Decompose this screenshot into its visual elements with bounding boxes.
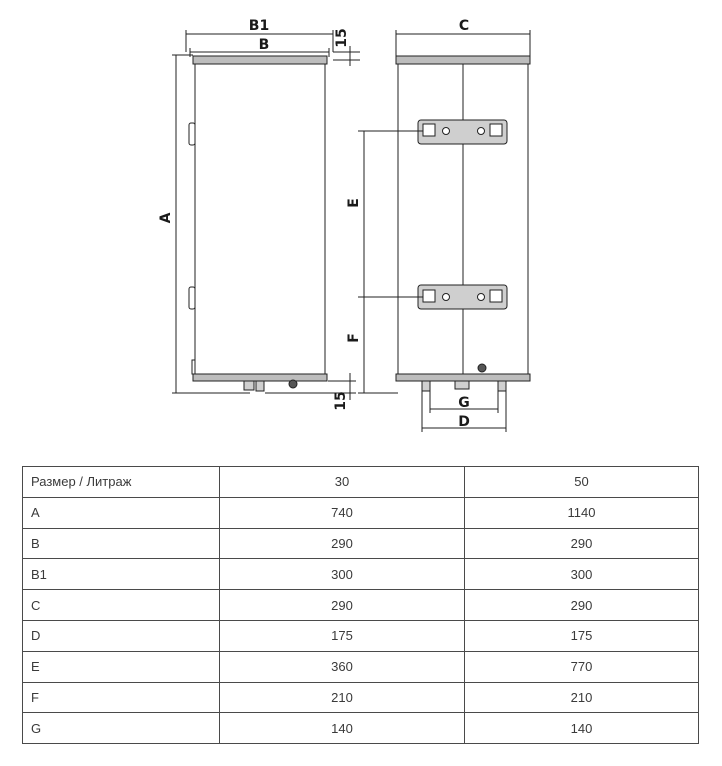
dimensions-table <box>22 466 699 744</box>
front-view <box>358 30 530 432</box>
table-cell: A <box>23 497 220 528</box>
lower-bracket-hole-left <box>443 294 450 301</box>
table-row <box>23 620 699 651</box>
table-header-row <box>23 467 699 498</box>
table-cell: 210 <box>465 682 699 713</box>
table-cell: B <box>23 528 220 559</box>
label-b1: B1 <box>248 18 270 34</box>
label-bottom-gap: 15 <box>333 391 349 411</box>
label-g: G <box>458 395 470 411</box>
table-cell: 360 <box>220 651 465 682</box>
side-view-pipe-right <box>256 381 264 391</box>
table-row <box>23 713 699 744</box>
table-row <box>23 559 699 590</box>
upper-bracket-slot-left <box>423 124 435 136</box>
table-row <box>23 682 699 713</box>
upper-bracket-hole-left <box>443 128 450 135</box>
table-header-cell: 50 <box>465 467 699 498</box>
table-cell: 290 <box>220 590 465 621</box>
lower-bracket-slot-right <box>490 290 502 302</box>
upper-bracket-slot-right <box>490 124 502 136</box>
table-cell: 290 <box>465 528 699 559</box>
table-cell: E <box>23 651 220 682</box>
table-cell: 140 <box>465 713 699 744</box>
side-view-body <box>195 57 325 380</box>
table-cell: 300 <box>220 559 465 590</box>
side-view-upper-bracket <box>189 123 195 145</box>
lower-bracket-slot-left <box>423 290 435 302</box>
table-cell: 210 <box>220 682 465 713</box>
table-cell: 1140 <box>465 497 699 528</box>
label-c: C <box>458 18 470 34</box>
table-row <box>23 497 699 528</box>
table-cell: B1 <box>23 559 220 590</box>
front-view-valve <box>478 364 486 372</box>
front-view-pipe-left <box>422 381 430 391</box>
table-header-cell: Размер / Литраж <box>23 467 220 498</box>
table-cell: D <box>23 620 220 651</box>
label-top-gap: 15 <box>334 28 350 48</box>
side-view-pipe-left <box>244 381 254 390</box>
table-row <box>23 651 699 682</box>
label-e: E <box>346 198 362 208</box>
side-view-valve <box>289 380 297 388</box>
label-d: D <box>458 414 470 430</box>
front-view-top-cap <box>396 56 530 64</box>
table-cell: G <box>23 713 220 744</box>
table-cell: 300 <box>465 559 699 590</box>
table-cell: 140 <box>220 713 465 744</box>
table-cell: 290 <box>220 528 465 559</box>
table-cell: 740 <box>220 497 465 528</box>
table-header-cell: 30 <box>220 467 465 498</box>
table-cell: F <box>23 682 220 713</box>
side-view-wall-strip <box>192 360 195 374</box>
label-f: F <box>346 333 362 343</box>
side-view-top-cap <box>193 56 327 64</box>
lower-bracket-hole-right <box>478 294 485 301</box>
table-row <box>23 528 699 559</box>
front-view-center-outlet <box>455 381 469 389</box>
label-b: B <box>258 37 270 53</box>
table-cell: 175 <box>465 620 699 651</box>
side-view-bottom-cap <box>193 374 327 381</box>
front-view-bottom-cap <box>396 374 530 381</box>
side-view <box>172 30 360 400</box>
label-a: A <box>158 212 174 224</box>
table-cell: C <box>23 590 220 621</box>
table-cell: 290 <box>465 590 699 621</box>
table-row <box>23 590 699 621</box>
side-view-lower-bracket <box>189 287 195 309</box>
table-cell: 770 <box>465 651 699 682</box>
table-cell: 175 <box>220 620 465 651</box>
upper-bracket-hole-right <box>478 128 485 135</box>
front-view-pipe-right <box>498 381 506 391</box>
